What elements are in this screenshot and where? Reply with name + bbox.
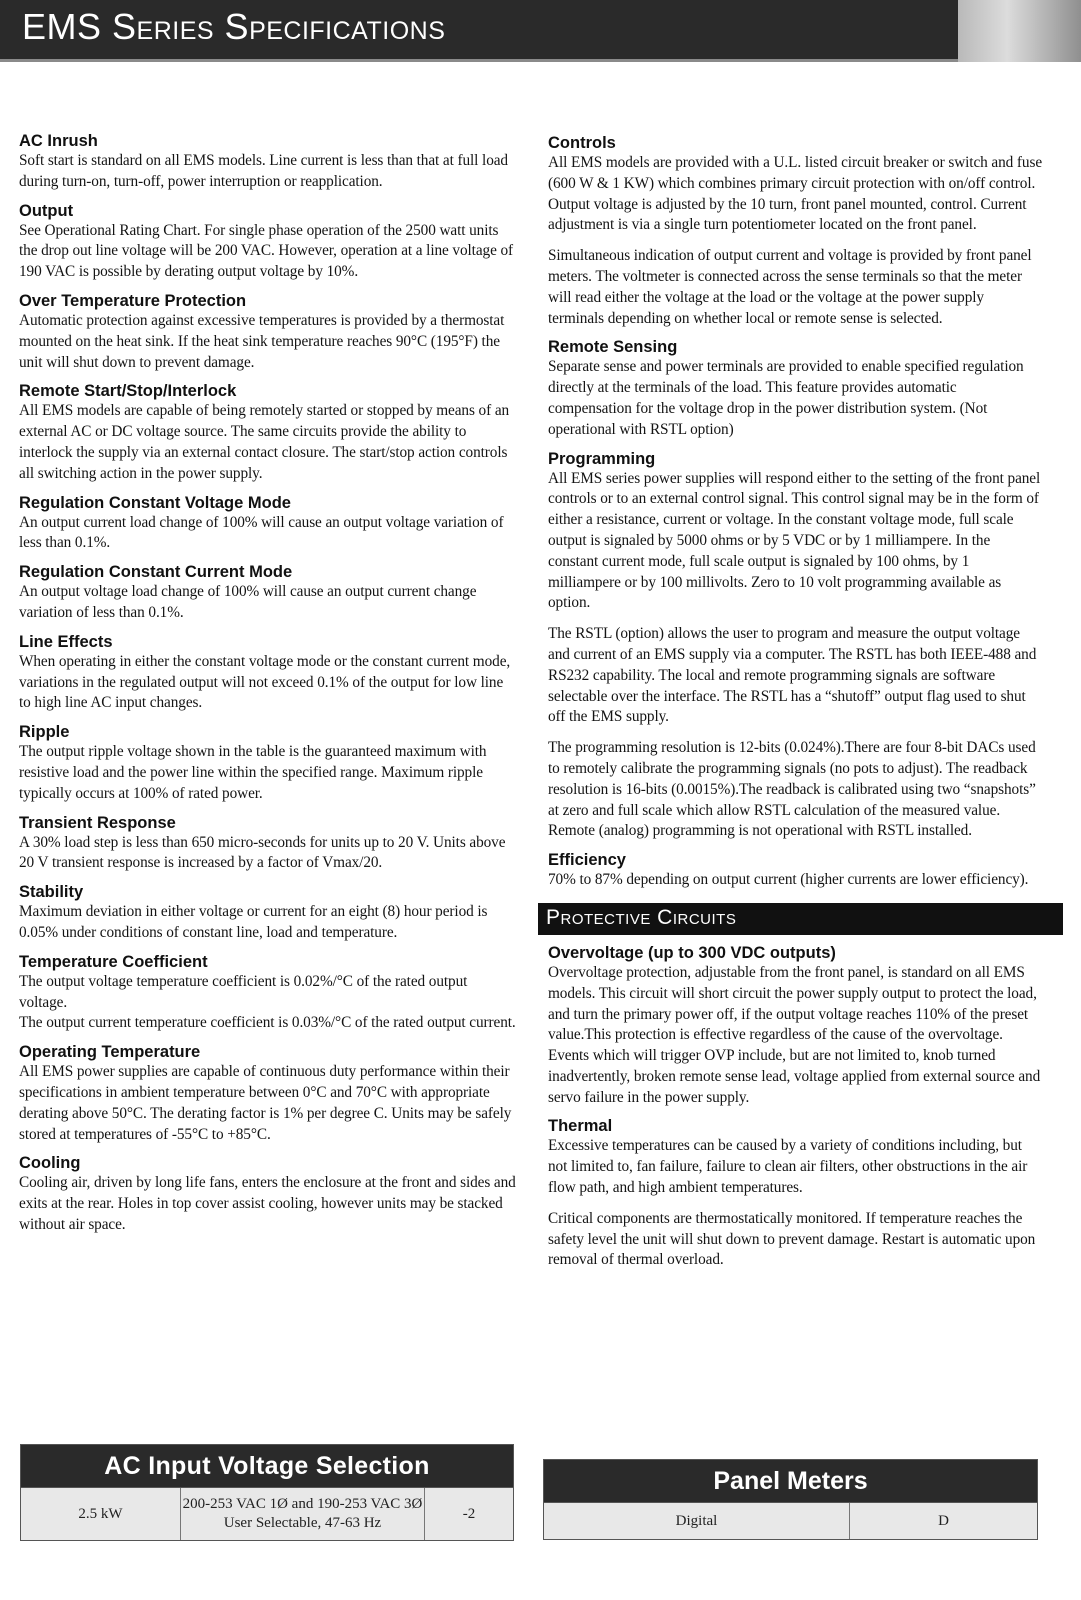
spec-section	[19, 562, 517, 624]
section-heading: Thermal	[548, 1117, 613, 1136]
section-paragraph: All EMS models are capable of being remotely started or stopped by means of an external AC or DC voltage source. The same circuits provide the ability to interlock the supply via an external contact closure. The start/stop action controls all switching action in the power supply.	[19, 402, 510, 482]
protective-sections	[548, 943, 1043, 1271]
protective-circuits-banner	[538, 903, 1063, 935]
spec-section	[548, 850, 1043, 891]
ac-input-table	[20, 1444, 514, 1541]
protective-circuits-title: Protective Circuits	[546, 905, 737, 929]
spec-section	[19, 882, 517, 944]
ac-input-range-line2: User Selectable, 47-63 Hz	[223, 1515, 382, 1531]
ac-input-range-line1: 200-253 VAC 1Ø and 190-253 VAC 3Ø	[182, 1496, 423, 1512]
section-heading: AC Inrush	[19, 132, 98, 150]
spec-section	[19, 381, 517, 484]
ac-input-code: -2	[462, 1505, 476, 1522]
header-gradient-tab	[958, 0, 1081, 62]
section-paragraph: The output ripple voltage shown in the table is the guaranteed maximum with resistive load and the power line within the specified range. Maximum ripple typically occurs at 100% of rated power.	[19, 743, 487, 802]
section-heading: Regulation Constant Voltage Mode	[19, 493, 291, 512]
right-sections	[548, 133, 1043, 891]
panel-meters-title: Panel Meters	[544, 1460, 1037, 1502]
spec-section	[19, 201, 517, 283]
section-paragraph: Soft start is standard on all EMS models. Line current is less than that at full load during turn-on, turn-off, power interruption or reapplication.	[19, 152, 508, 190]
panel-meters-table	[543, 1459, 1038, 1540]
spec-section	[19, 1153, 517, 1235]
section-paragraph: Excessive temperatures can be caused by a variety of conditions including, but not limited to, fan failure, failure to clean air filters, other obstructions in the air flow path, and high ambient temperatures.	[548, 1137, 1028, 1197]
spec-section	[19, 813, 517, 875]
panel-meters-row	[544, 1502, 1037, 1539]
ac-input-range	[181, 1488, 425, 1540]
spec-section	[548, 337, 1043, 440]
section-paragraph: The RSTL (option) allows the user to program and measure the output voltage and current of an EMS supply via a computer. The RSTL has both IEEE-488 and RS232 capability. The local and remote programming signals are software selectable over the interface. The RSTL has a “shutoff” output flag used to shut off the EMS supply.	[548, 625, 1037, 726]
section-heading: Operating Temperature	[19, 1043, 201, 1062]
section-heading: Overvoltage (up to 300 VDC outputs)	[548, 943, 836, 962]
section-heading: Output	[19, 201, 74, 220]
header-bar	[0, 0, 958, 62]
page-title: EMS Series Specifications	[22, 6, 446, 47]
section-heading: Remote Start/Stop/Interlock	[19, 382, 237, 401]
left-column	[19, 131, 517, 1244]
section-heading: Programming	[548, 449, 656, 468]
section-heading: Stability	[19, 883, 84, 902]
section-paragraph: All EMS series power supplies will respond either to the setting of the front panel controls or to an external control signal. This control signal may be in the form of either a resistance, current or voltage. In the constant voltage mode, full scale output is signaled by 5000 ohms or by 5 VDC or by 1 milliampere. In the constant current mode, full scale output is signaled by 100 ohms, by 1 milliampere or by 100 millivolts. Zero to 10 volt programming available as option.	[548, 469, 1041, 612]
section-heading: Transient Response	[19, 813, 176, 832]
section-paragraph: When operating in either the constant voltage mode or the constant current mode, variations in the regulated output will not exceed 0.1% of the output for low line to high line AC input changes.	[19, 652, 511, 712]
section-paragraph: The programming resolution is 12-bits (0.024%).There are four 8-bit DACs used to remotely calibrate the programming signals (no pots to adjust). The readback resolution is 16-bits (0.0015%).The readback is calibrated using two “snapshots” at zero and full scale which allow RSTL calculation of the measured value. Remote (analog) programming is not operational with RSTL installed.	[548, 739, 1036, 840]
spec-section	[19, 632, 517, 714]
section-heading: Regulation Constant Current Mode	[19, 563, 293, 582]
section-heading: Remote Sensing	[548, 338, 678, 357]
spec-section	[19, 291, 517, 373]
section-heading: Temperature Coefficient	[19, 952, 208, 971]
section-paragraph: Overvoltage protection, adjustable from the front panel, is standard on all EMS models. This circuit will short circuit the power supply output to protect the load, and turn the primary power off, if the output voltage reaches 110% of the preset value.This protection is effective regardless of the cause of the overvoltage. Events which will trigger OVP include, but are not limited to, knob turned inadvertently, broken remote sense lead, voltage applied from external source and servo failure in the power supply.	[548, 963, 1041, 1106]
section-heading: Controls	[548, 134, 616, 152]
section-heading: Line Effects	[19, 632, 113, 651]
section-paragraph: Maximum deviation in either voltage or current for an eight (8) hour period is 0.05% under conditions of constant line, load and temperature.	[19, 903, 488, 941]
section-heading: Cooling	[19, 1154, 81, 1173]
panel-meters-code: D	[938, 1512, 949, 1529]
spec-section	[19, 722, 517, 804]
section-paragraph: Separate sense and power terminals are provided to enable specified regulation directly at the terminals of the load. This feature provides automatic compensation for the voltage drop in the power distribution system. (Not operational with RSTL option)	[548, 358, 1024, 438]
section-paragraph: Cooling air, driven by long life fans, enters the enclosure at the front and sides and exits at the rear. Holes in top cover assist cooling, however units may be stacked without air space.	[19, 1174, 516, 1233]
section-paragraph: Automatic protection against excessive temperatures is provided by a thermostat mounted on the heat sink. If the heat sink temperature reaches 90°C (195°F) the unit will shut down to prevent damage.	[19, 311, 505, 371]
section-paragraph: Simultaneous indication of output current and voltage is provided by front panel meters. The voltmeter is connected across the sense terminals so that the meter will read either the voltage at the load or the voltage at the power supply terminals depending on whether local or remote sense is selected.	[548, 247, 1032, 327]
ac-input-row	[21, 1487, 513, 1540]
right-column	[548, 133, 1043, 1279]
section-paragraph: An output voltage load change of 100% will cause an output current change variation of less than 0.1%.	[19, 583, 477, 621]
spec-section	[548, 133, 1043, 329]
section-paragraph: The output current temperature coefficient is 0.03%/°C of the rated output current.	[19, 1014, 516, 1032]
section-paragraph: See Operational Rating Chart. For single phase operation of the 2500 watt units the drop out line voltage will be 200 VAC. However, operation at a line voltage of 190 VAC is possible by derating output voltage by 10%.	[19, 221, 514, 281]
spec-section	[548, 1116, 1043, 1271]
section-heading: Over Temperature Protection	[19, 291, 247, 310]
section-paragraph: An output current load change of 100% will cause an output voltage variation of less than 0.1%.	[19, 513, 504, 552]
spec-section	[19, 952, 517, 1034]
spec-section	[548, 943, 1043, 1109]
ac-input-title: AC Input Voltage Selection	[21, 1445, 513, 1487]
spec-section	[19, 1042, 517, 1145]
section-paragraph: Critical components are thermostatically monitored. If temperature reaches the safety level the unit will shut down to prevent damage. Restart is automatic upon removal of thermal overload.	[548, 1209, 1036, 1269]
section-heading: Efficiency	[548, 851, 626, 870]
panel-meters-type: Digital	[544, 1503, 850, 1539]
section-heading: Ripple	[19, 723, 70, 742]
section-paragraph: All EMS models are provided with a U.L. listed circuit breaker or switch and fuse (600 W & 1 KW) which combines primary circuit protection with on/off control. Output voltage is adjusted by the 10 turn, front panel mounted, control. Current adjustment is via a single turn potentiometer located on the front panel.	[548, 154, 1043, 234]
ac-input-power: 2.5 kW	[21, 1488, 181, 1540]
section-paragraph: All EMS power supplies are capable of continuous duty performance within their specifications in ambient temperature between 0°C and 70°C with appropriate derating above 50°C. The derating factor is 1% per degree C. Units may be safely stored at temperatures of -55°C to +85°C.	[19, 1063, 512, 1143]
spec-section	[19, 131, 517, 193]
spec-section	[19, 493, 517, 555]
section-paragraph: 70% to 87% depending on output current (higher currents are lower efficiency).	[548, 871, 1029, 889]
section-paragraph: The output voltage temperature coefficient is 0.02%/°C of the rated output voltage.	[19, 972, 468, 1011]
section-paragraph: A 30% load step is less than 650 micro-seconds for units up to 20 V. Units above 20 V transient response is increased by a factor of Vmax/20.	[19, 833, 506, 872]
spec-section	[548, 449, 1043, 843]
